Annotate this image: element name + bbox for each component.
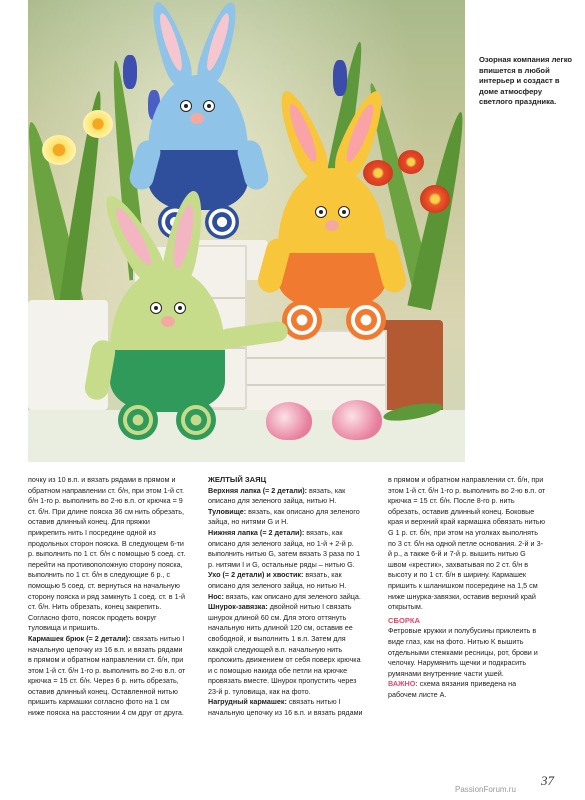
paragraph-heading: Нос:: [208, 591, 224, 601]
paragraph-text: схема вязания приведена на рабочем листе A.: [388, 679, 517, 699]
paragraph-text: Фетровые кружки и полубусины приклеить в виде глаз, как на фото. Нитью K вышить отдельными стежками ресницы, рот, брови и челочку. Нарумянить щечки и подкрасить румянами внутренние части ушей.: [388, 626, 538, 678]
paragraph-heading: Верхняя лапка (= 2 детали):: [208, 485, 308, 495]
daffodil-flower: [83, 110, 113, 138]
paragraph-text: связать нитью I начальную цепочку из 16 в.п. и вязать рядами в прямом и обратном направлении ст. б/н, при этом 1-й ст. б/н 1-го р. выполнить во 2-ю в.п. от крючка = 15 ст. б/н. Через 6 р. нить обрезать, оставив длинный конец. Оставленной нитью пришить кармашки согласно фото на 1 см ниже пояска на расстоянии 4 см друг от друга.: [28, 633, 186, 718]
paragraph-text: вязать, как описано для зеленого зайца, но 1-й + 2-й р. выполнить нитью G, затем вязать 3 раза по 1 р. нитями I и G, остальные ряды – нитью G.: [208, 527, 361, 569]
paragraph: [208, 602, 366, 697]
green-bunny-icon: [88, 190, 288, 440]
paragraph-text: вязать, как описано для зеленого зайца, нитью H.: [208, 485, 346, 506]
tulip-icon: [332, 400, 382, 440]
paragraph: [208, 486, 366, 507]
paragraph-text: вязать, как описано для зеленого зайца, но нитью H.: [208, 570, 347, 590]
paragraph: [388, 626, 546, 679]
text-column-2: [208, 475, 366, 719]
paragraph-heading: Нижняя лапка (= 2 детали):: [208, 527, 305, 537]
paragraph-heading: Кармашек брюк (= 2 детали):: [28, 633, 131, 643]
text-column-1: [28, 475, 186, 719]
paragraph: [28, 475, 186, 634]
paragraph: [388, 679, 546, 700]
photo-caption: Озорная компания легко впишется в любой интерьер и создаст в доме атмосферу светлого праздника.: [479, 55, 573, 107]
paragraph-text: в прямом и обратном направлении ст. б/н, при этом 1-й ст. б/н 1-го р. выполнить во 2-ю в.п. от крючка = 15 ст. б/н. После 8-го р. нить обрезать, оставив длинный конец. Боковые края и верхний край кармашка обвязать нитью G 1 р. ст. б/н, при этом на уголках выполнять по 3 ст. б/н на одной петле основания. 2-й и 3-й р., а также 6-й и 7-й р. вышить нитью G швом «крестик», захватывая по 2 ст. б/н в высоту и по 1 ст. б/н в ширину. Кармашек пришить к шланишком посередине на 1,5 см ниже шнурка-завязки, оставив верхний край открытым.: [388, 475, 546, 612]
paragraph-heading: Шнурок-завязка:: [208, 602, 268, 612]
paragraph: [388, 475, 546, 613]
section-title: ЖЕЛТЫЙ ЗАЯЦ: [208, 475, 267, 484]
paragraph-heading: Нагрудный кармашек:: [208, 697, 287, 707]
paragraph: [28, 634, 186, 719]
page-number: 37: [541, 773, 554, 788]
easter-bunnies-photo: [28, 0, 465, 462]
paragraph: [208, 528, 366, 570]
paragraph-heading: Ухо (= 2 детали) и хвостик:: [208, 570, 304, 580]
paragraph-text: вязать, как описано для зеленого зайца.: [223, 591, 361, 601]
paragraph-text: почку из 10 в.п. и вязать рядами в прямом и обратном направлении ст. б/н, при этом 1-й ст. б/н 1-го р. выполнить во 2-ю в.п. от крючка = 9 ст. б/н. При длине пояска 36 см нить обрезать, оставив длинный конец. Для пряжки прикрепить нить I посредине одной из продольных сторон пояска. В следующем 6-ти р. выполнить по 1 ст. б/н с помощью 5 соед. ст. перейти на противоположную сторону пояска, выполнить по 1 ст. б/н в следующие 6 р., с помощью 5 соед. ст. вернуться на начальную сторону пояска и ряд замкнуть 1 соед. ст. в 1-й ст. б/н. Нить обрезать, конец закрепить. Согласно фото, поясок продеть вокруг туловища и пришить.: [28, 475, 186, 633]
paragraph: [208, 697, 366, 718]
paragraph-text: двойной нитью I связать шнурок длиной 60 см. Для этого оттянуть начальную нить длиной 120 см, оставив ее свободной, и выполнить 1 в.п. Затем для каждой следующей в.п. начальную нить проложить движением от себя поверх крючка и с помощью накида обе петли на крючке провязать вместе. Шнурок пропустить через 23-й р. туловища, как на фото.: [208, 602, 361, 696]
section-title: СБОРКА: [388, 615, 421, 625]
paragraph-text: вязать, как описано для зеленого зайца, но нитями G и H.: [208, 506, 360, 527]
paragraph: [208, 507, 366, 528]
text-column-3: [388, 475, 546, 700]
paragraph: [208, 592, 366, 603]
tulip-icon: [266, 402, 312, 440]
watermark: PassionForum.ru: [455, 785, 516, 794]
important-label: ВАЖНО:: [388, 679, 418, 689]
paragraph: [208, 570, 366, 591]
red-flower: [420, 185, 450, 213]
daffodil-flower: [42, 135, 76, 165]
red-flower: [398, 150, 424, 174]
paragraph-heading: Туловище:: [208, 506, 247, 516]
paragraph-text: связать нитью I начальную цепочку из 16 в.п. и вязать рядами: [208, 697, 363, 718]
